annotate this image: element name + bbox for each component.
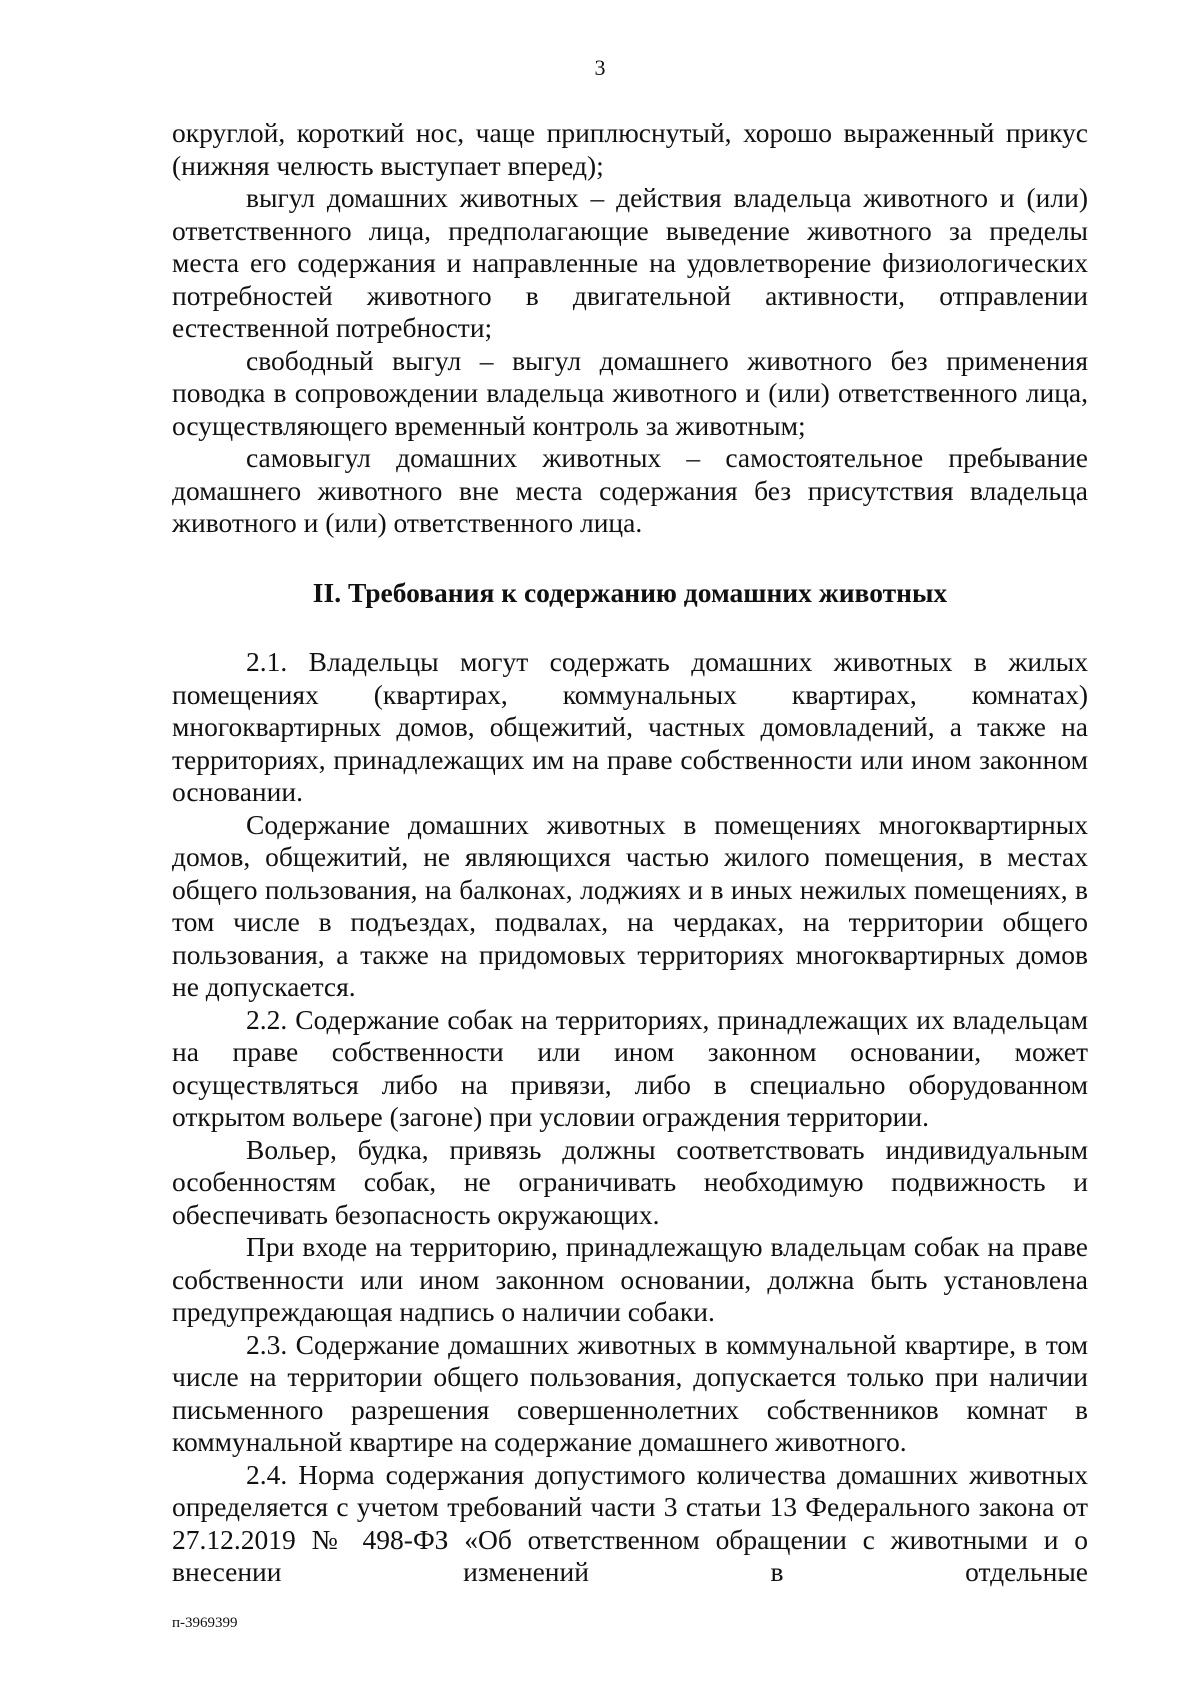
section-heading: II. Требования к содержанию домашних животных — [312, 576, 948, 608]
paragraph-2-2: 2.2. Содержание собак на территориях, принадлежащих их владельцам на праве собственности или ином законном основании, может осуществляться либо на привязи, либо в специально оборудованном открытом вольере (загоне) при условии ограждения территории. — [172, 1003, 1088, 1132]
paragraph-definition-free-walk: свободный выгул – выгул домашнего животного без применения поводка в сопровождении владельца животного и (или) ответственного лица, осуществляющего временный контроль за животным; — [172, 344, 1088, 441]
page-number: 3 — [594, 55, 606, 80]
paragraph-continuation: округлой, короткий нос, чаще приплюснутый, хорошо выраженный прикус (нижняя челюсть выступает вперед); — [172, 117, 1088, 181]
document-code: п-3969399 — [172, 1615, 238, 1631]
paragraph-2-2-enclosure: Вольер, будка, привязь должны соответствовать индивидуальным особенностям собак, не ограничивать необходимую подвижность и обеспечивать безопасность окружающих. — [172, 1133, 1088, 1230]
document-body — [172, 117, 1088, 1589]
paragraph-definition-walk: выгул домашних животных – действия владельца животного и (или) ответственного лица, предполагающие выведение животного за пределы места его содержания и направленные на удовлетворение физиологических потребностей животного в двигательной активности, отправлении естественной потребности; — [172, 182, 1088, 343]
paragraph-definition-self-walk: самовыгул домашних животных – самостоятельное пребывание домашнего животного вне места содержания без присутствия владельца животного и (или) ответственного лица. — [172, 442, 1088, 538]
paragraph-2-1: 2.1. Владельцы могут содержать домашних животных в жилых помещениях (квартирах, коммунальных квартирах, комнатах) многоквартирных домов, общежитий, частных домовладений, а также на территориях, принадлежащих им на праве собственности или ином законном основании. — [172, 646, 1088, 807]
paragraph-2-1-restrictions: Содержание домашних животных в помещениях многоквартирных домов, общежитий, не являющихся частью жилого помещения, в местах общего пользования, на балконах, лоджиях и в иных нежилых помещениях, в том числе в подъездах, подвалах, на чердаках, на территории общего пользования, а также на придомовых территориях многоквартирных домов не допускается. — [172, 808, 1088, 1002]
paragraph-2-2-warning-sign: При входе на территорию, принадлежащую владельцам собак на праве собственности или ином законном основании, должна быть установлена предупреждающая надпись о наличии собаки. — [172, 1231, 1088, 1327]
paragraph-2-4: 2.4. Норма содержания допустимого количества домашних животных определяется с учетом требований части 3 статьи 13 Федерального закона от 27.12.2019 № 498-ФЗ «Об ответственном обращении с животными и о внесении изменений в отдельные — [172, 1458, 1088, 1587]
paragraph-2-3: 2.3. Содержание домашних животных в коммунальной квартире, в том числе на территории общего пользования, допускается только при наличии письменного разрешения совершеннолетних собственников комнат в коммунальной квартире на содержание домашнего животного. — [172, 1328, 1088, 1457]
